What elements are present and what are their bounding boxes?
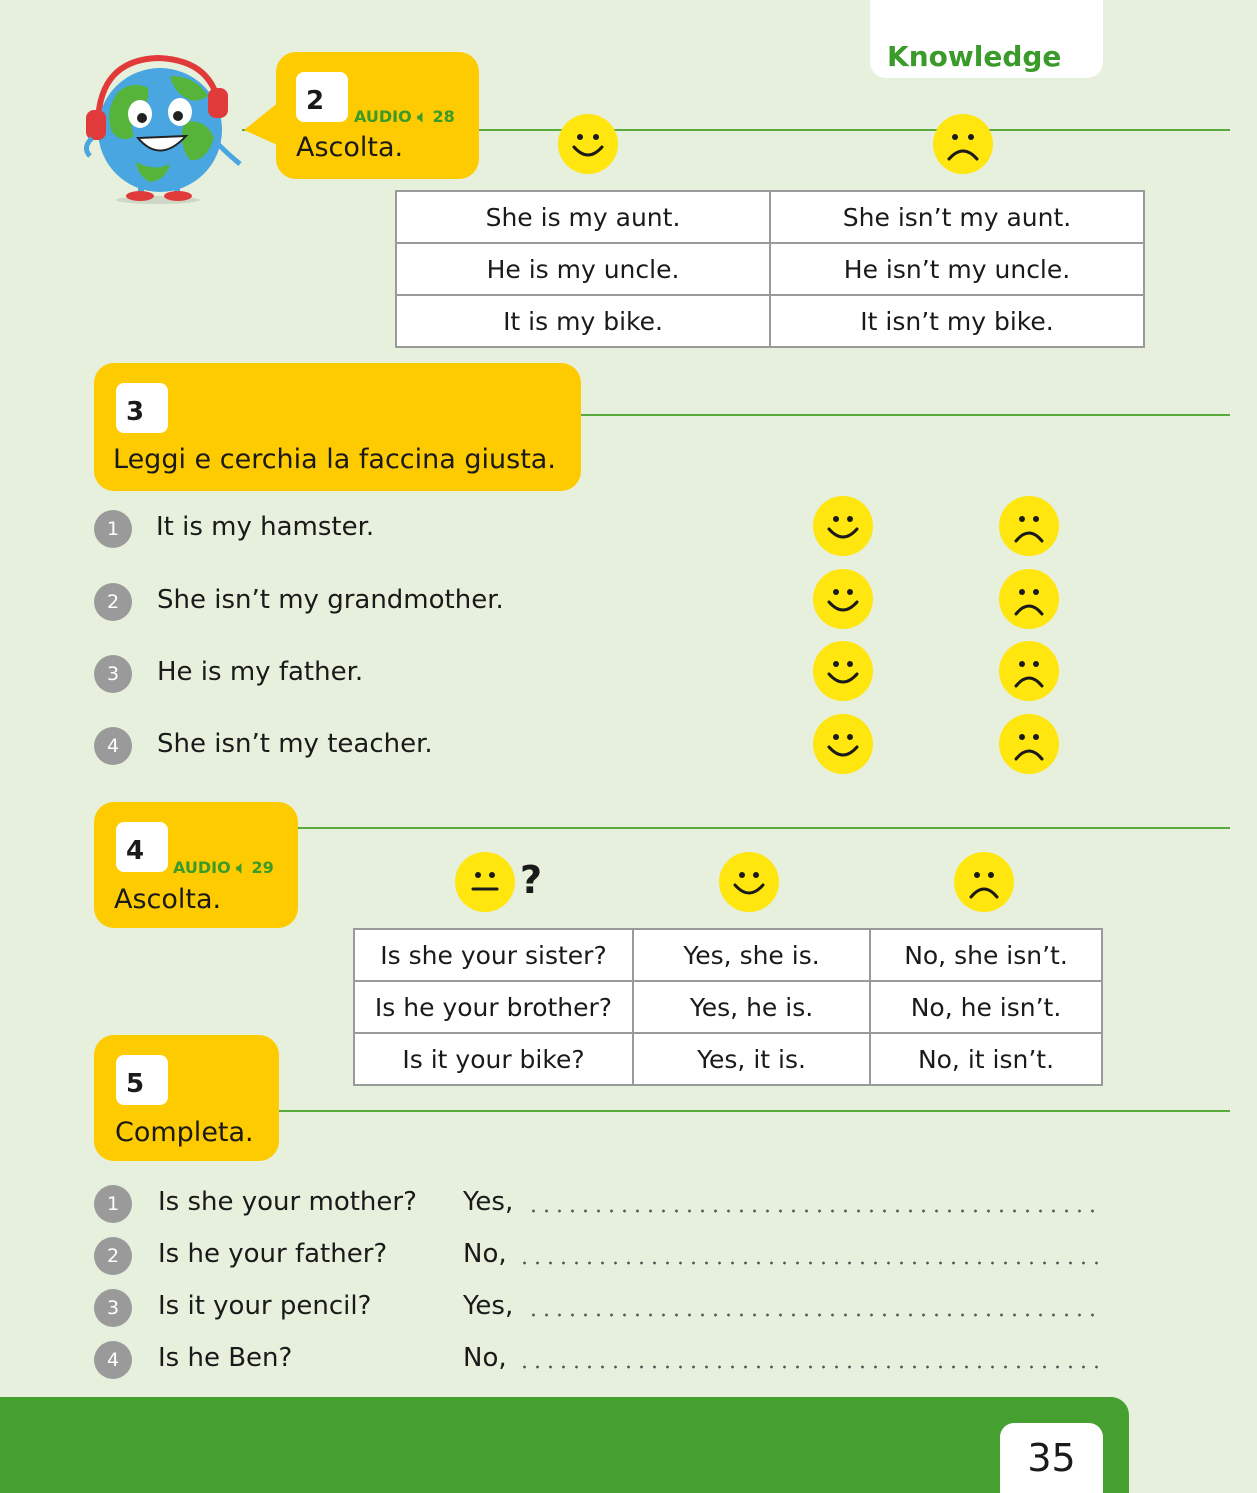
ex3-item-text: It is my hamster. [156, 512, 375, 542]
ex3-item-number: 1 [94, 510, 132, 548]
ex3-item-text: She isn’t my grandmother. [157, 585, 504, 615]
sad-face-option-icon[interactable] [998, 568, 1060, 630]
table-cell: He isn’t my uncle. [770, 243, 1144, 295]
table-cell: She is my aunt. [396, 191, 770, 243]
ex2-instruction: Ascolta. [296, 132, 404, 163]
ex5-question: Is he your father? [158, 1239, 388, 1269]
table-cell: Yes, he is. [633, 981, 870, 1033]
ex5-item-number: 4 [94, 1341, 132, 1379]
answer-blank[interactable] [518, 1261, 1100, 1265]
table-row [396, 191, 1144, 243]
table-cell: No, he isn’t. [870, 981, 1102, 1033]
ex5-answer-prefix: No, [463, 1239, 507, 1269]
table-row [354, 981, 1102, 1033]
table-row [354, 1033, 1102, 1085]
table-cell: Is she your sister? [354, 929, 633, 981]
ex2-audio-label: AUDIO 🔈︎ 28 [354, 107, 455, 126]
footer-bar [0, 1397, 1129, 1493]
speaker-icon: 🔈︎ [417, 107, 427, 126]
table-cell: Yes, it is. [633, 1033, 870, 1085]
ex4-table [353, 928, 1103, 1086]
answer-blank[interactable] [527, 1313, 1099, 1317]
ex5-item-number: 1 [94, 1185, 132, 1223]
ex5-question: Is it your pencil? [158, 1291, 372, 1321]
ex4-header-box [94, 802, 298, 928]
speaker-icon: 🔈︎ [236, 858, 246, 877]
ex4-audio-label: AUDIO 🔈︎ 29 [173, 858, 274, 877]
ex5-answer-prefix: Yes, [463, 1187, 514, 1217]
sad-face-option-icon[interactable] [998, 713, 1060, 775]
ex5-rule [278, 1110, 1230, 1112]
table-cell: No, it isn’t. [870, 1033, 1102, 1085]
ex5-item-number: 3 [94, 1289, 132, 1327]
ex3-number: 3 [116, 383, 168, 433]
ex5-number: 5 [116, 1055, 168, 1105]
table-row [396, 295, 1144, 347]
table-cell: Is it your bike? [354, 1033, 633, 1085]
ex5-item-number: 2 [94, 1237, 132, 1275]
table-cell: Is he your brother? [354, 981, 633, 1033]
happy-face-option-icon[interactable] [812, 713, 874, 775]
knowledge-tab-label: Knowledge [887, 40, 1062, 73]
happy-face-option-icon[interactable] [812, 568, 874, 630]
table-cell: No, she isn’t. [870, 929, 1102, 981]
happy-face-icon [557, 113, 619, 175]
ex4-rule [298, 827, 1230, 829]
table-cell: He is my uncle. [396, 243, 770, 295]
sad-face-icon [932, 113, 994, 175]
table-cell: Yes, she is. [633, 929, 870, 981]
ex3-item-number: 2 [94, 583, 132, 621]
ex2-header-box [276, 52, 479, 179]
ex5-question: Is he Ben? [158, 1343, 293, 1373]
ex5-answer-prefix: Yes, [463, 1291, 514, 1321]
table-cell: She isn’t my aunt. [770, 191, 1144, 243]
ex5-instruction: Completa. [115, 1117, 254, 1148]
table-cell: It is my bike. [396, 295, 770, 347]
table-row [396, 243, 1144, 295]
ex2-number: 2 [296, 72, 348, 122]
ex3-instruction: Leggi e cerchia la faccina giusta. [113, 444, 556, 475]
page-number: 35 [1000, 1423, 1103, 1493]
ex5-header-box [94, 1035, 279, 1161]
ex3-item-number: 4 [94, 727, 132, 765]
table-cell: It isn’t my bike. [770, 295, 1144, 347]
globe-mascot-icon [78, 52, 248, 207]
neutral-face-icon [454, 851, 516, 913]
sad-face-option-icon[interactable] [998, 495, 1060, 557]
table-row [354, 929, 1102, 981]
ex5-question: Is she your mother? [158, 1187, 417, 1217]
ex3-item-text: He is my father. [157, 657, 364, 687]
answer-blank[interactable] [518, 1365, 1100, 1369]
ex3-header-box [94, 363, 581, 491]
happy-face-icon [718, 851, 780, 913]
ex3-item-number: 3 [94, 655, 132, 693]
ex4-instruction: Ascolta. [114, 884, 222, 915]
ex3-item-text: She isn’t my teacher. [157, 729, 433, 759]
question-mark: ? [520, 858, 543, 902]
ex2-table [395, 190, 1145, 348]
answer-blank[interactable] [527, 1209, 1099, 1213]
ex4-number: 4 [116, 822, 168, 872]
knowledge-tab [870, 0, 1103, 78]
sad-face-icon [953, 851, 1015, 913]
happy-face-option-icon[interactable] [812, 495, 874, 557]
ex5-answer-prefix: No, [463, 1343, 507, 1373]
happy-face-option-icon[interactable] [812, 640, 874, 702]
ex3-rule [580, 414, 1230, 416]
sad-face-option-icon[interactable] [998, 640, 1060, 702]
